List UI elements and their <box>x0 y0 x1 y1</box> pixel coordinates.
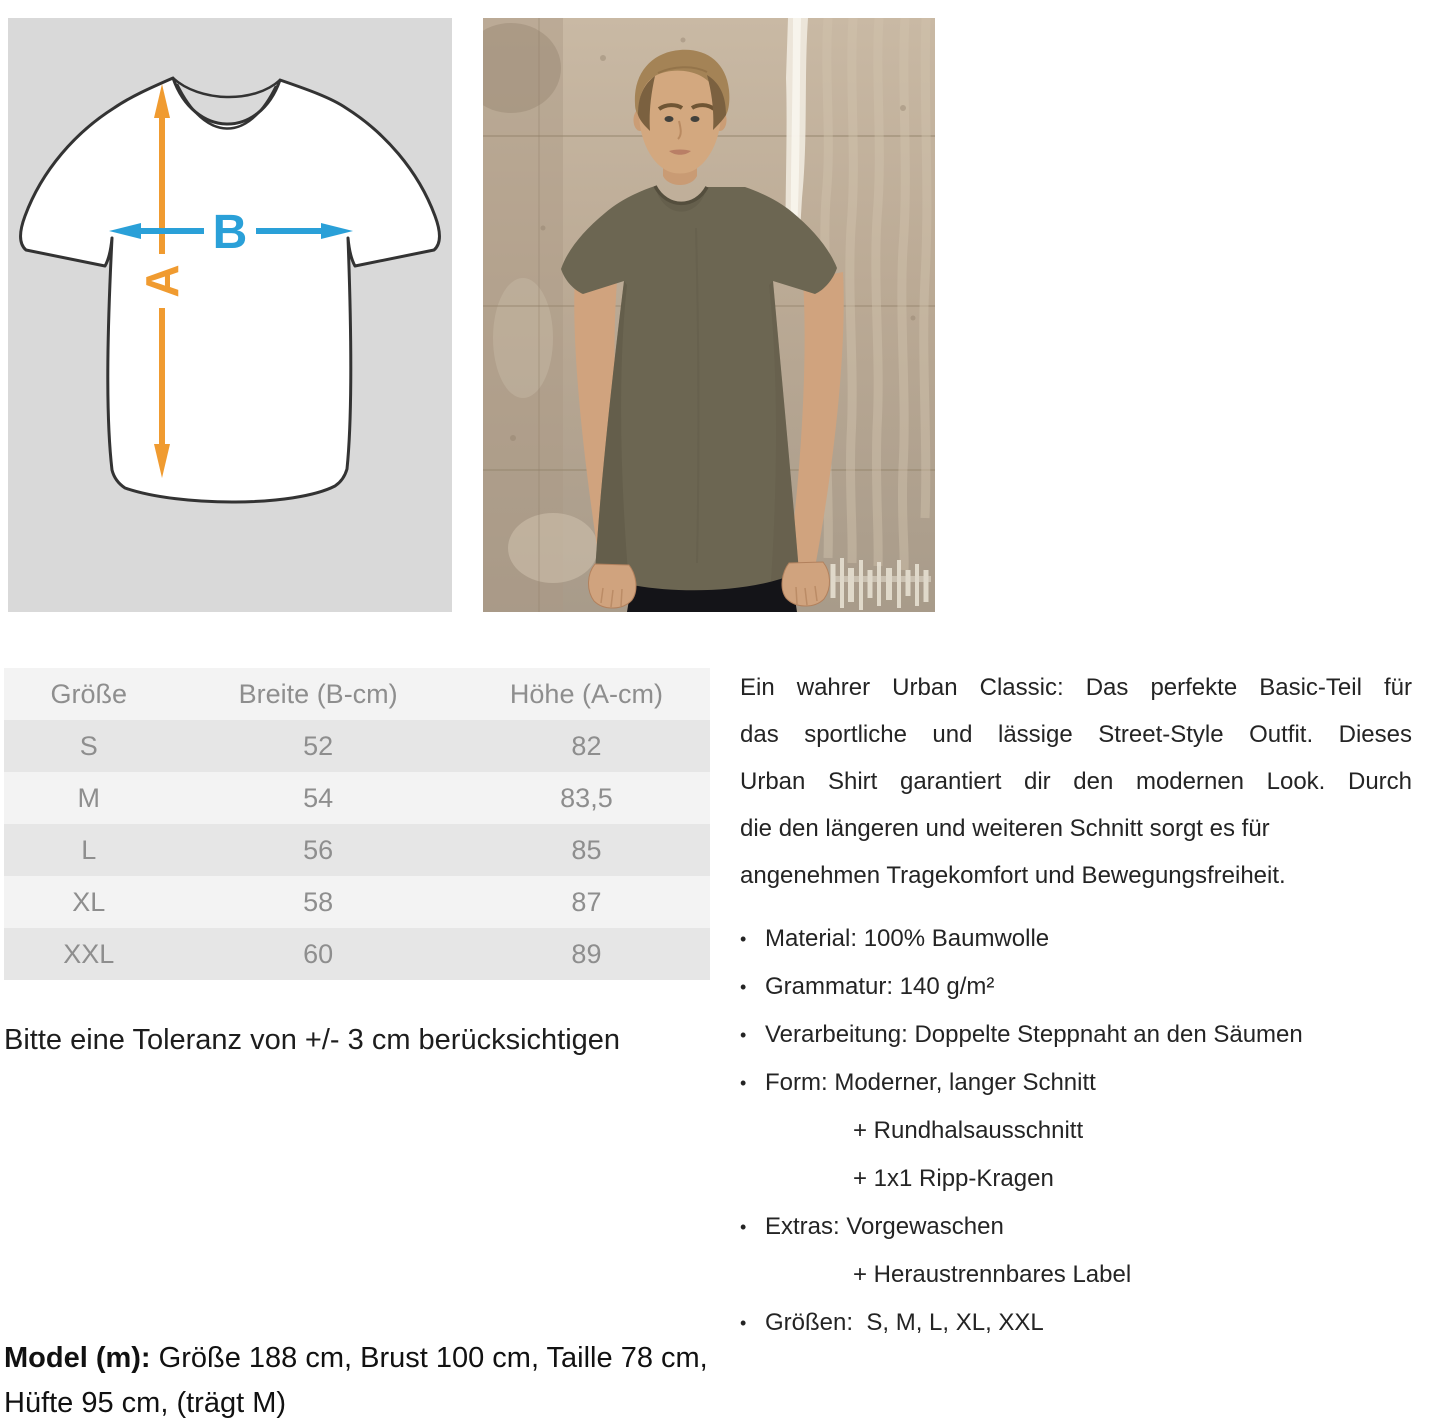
cell-size: S <box>79 730 98 761</box>
product-description <box>740 664 1412 1347</box>
bullet-subline: + Heraustrennbares Label <box>853 1261 1132 1288</box>
bullet-text: Größen: S, M, L, XL, XXL <box>765 1309 1044 1336</box>
bullet-icon: • <box>740 1217 747 1237</box>
bullet-item <box>740 1011 1412 1059</box>
bullet-subline: + Rundhalsausschnitt <box>853 1117 1084 1144</box>
cell-size: M <box>77 782 100 813</box>
bullet-icon: • <box>740 1313 747 1333</box>
model-info-line: Hüfte 95 cm, (trägt M) <box>4 1387 287 1419</box>
model-info <box>4 1336 904 1424</box>
cell-height: 83,5 <box>560 782 613 813</box>
column-header-width: Breite (B-cm) <box>238 678 398 709</box>
description-line: Ein wahrer Urban Classic: Das perfekte Basic-Teil für <box>740 674 1412 701</box>
eye <box>665 116 674 122</box>
bullet-text: Extras: Vorgewaschen <box>765 1213 1004 1240</box>
bullet-item <box>740 963 1412 1011</box>
model-info-line <box>4 1336 904 1381</box>
description-line: die den längeren und weiteren Schnitt sorgt es für <box>740 815 1270 842</box>
description-line: angenehmen Tragekomfort und Bewegungsfreiheit. <box>740 862 1286 889</box>
table-row <box>4 824 710 876</box>
cell-height: 85 <box>571 834 602 865</box>
cell-height: 82 <box>571 730 602 761</box>
bullet-icon: • <box>740 929 747 949</box>
column-header-height: Höhe (A-cm) <box>509 678 663 709</box>
bullet-icon: • <box>740 1073 747 1093</box>
bullet-text: Form: Moderner, langer Schnitt <box>765 1069 1096 1096</box>
bullet-text: Grammatur: 140 g/m² <box>765 973 995 1000</box>
cell-height: 87 <box>571 886 602 917</box>
table-header-row <box>4 668 710 720</box>
table-row <box>4 720 710 772</box>
table-row <box>4 876 710 928</box>
eye <box>691 116 700 122</box>
description-line: das sportliche und lässige Street-Style Outfit. Dieses <box>740 721 1412 748</box>
bullet-text: Verarbeitung: Doppelte Steppnaht an den Säumen <box>765 1021 1303 1048</box>
model-info-label: Model (m): <box>4 1342 151 1374</box>
table-row <box>4 928 710 980</box>
width-label: B <box>212 206 248 259</box>
bullet-text: Material: 100% Baumwolle <box>765 925 1050 952</box>
bullet-icon: • <box>740 977 747 997</box>
table-row <box>4 772 710 824</box>
cell-size: XXL <box>63 938 115 969</box>
bullet-item <box>740 1203 1412 1299</box>
bullet-item <box>740 1059 1412 1203</box>
cell-size: L <box>81 834 97 865</box>
bullet-subline: + 1x1 Ripp-Kragen <box>853 1165 1054 1192</box>
description-line: Urban Shirt garantiert dir den modernen Look. Durch <box>740 768 1412 795</box>
column-header-size: Größe <box>50 678 127 709</box>
tshirt-measurement-diagram <box>8 18 452 612</box>
cell-width: 56 <box>303 834 334 865</box>
cell-width: 52 <box>303 730 334 761</box>
tolerance-note: Bitte eine Toleranz von +/- 3 cm berücksichtigen <box>4 1024 621 1056</box>
size-table <box>4 668 710 980</box>
model-info-text: Größe 188 cm, Brust 100 cm, Taille 78 cm, <box>158 1342 708 1374</box>
bullet-item <box>740 915 1412 963</box>
cell-height: 89 <box>571 938 602 969</box>
cell-width: 60 <box>303 938 334 969</box>
model-photo <box>483 18 935 612</box>
cell-width: 58 <box>303 886 334 917</box>
bullet-icon: • <box>740 1025 747 1045</box>
feature-list <box>740 915 1412 1347</box>
height-label: A <box>136 264 188 298</box>
cell-size: XL <box>72 886 106 917</box>
cell-width: 54 <box>303 782 334 813</box>
